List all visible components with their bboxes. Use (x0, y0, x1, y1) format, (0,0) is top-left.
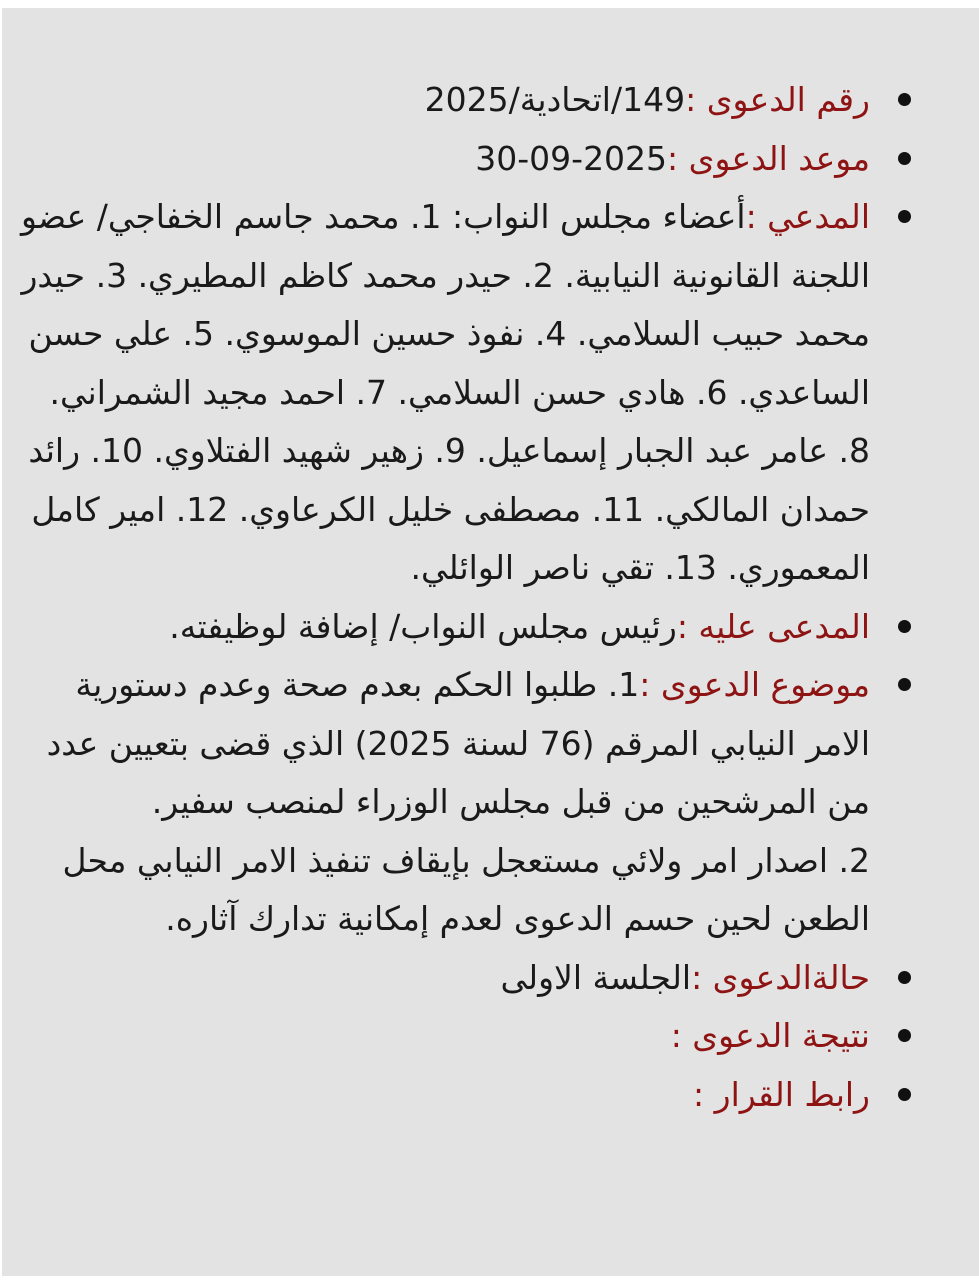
case-status-label: حالةالدعوى : (691, 957, 870, 997)
bullet-icon (898, 1088, 911, 1101)
case-number-value: 149/اتحادية/2025 (424, 80, 686, 119)
bullet-icon (898, 971, 911, 984)
bullet-icon (898, 620, 911, 633)
list-item-defendant (12, 598, 979, 657)
case-subject-label: موضوع الدعوى : (639, 665, 870, 704)
decision-link-label: رابط القرار : (693, 1074, 870, 1114)
list-item-case-subject (12, 656, 979, 949)
case-date-value: 2025-09-30 (475, 138, 668, 178)
case-number-label: رقم الدعوى : (685, 80, 870, 119)
bullet-icon (898, 678, 911, 691)
case-status-value: الجلسة الاولى (500, 957, 692, 997)
document-card (2, 8, 979, 1276)
bullet-icon (898, 93, 911, 106)
case-date-label: موعد الدعوى : (667, 138, 870, 178)
bullet-icon (898, 152, 911, 165)
bullet-icon (898, 1029, 911, 1042)
plaintiff-label: المدعي : (745, 197, 870, 236)
case-subject-value-2: 2. اصدار امر ولائي مستعجل بإيقاف تنفيذ الامر النيابي محل الطعن لحين حسم الدعوى لعدم إمكانية تدارك آثاره. (62, 840, 870, 938)
bullet-icon (898, 210, 911, 223)
list-item-case-result (12, 1007, 979, 1066)
list-item-case-date (12, 130, 979, 189)
list-item-plaintiff (12, 188, 979, 598)
list-item-case-number (12, 71, 979, 130)
list-item-case-status (12, 949, 979, 1008)
case-subject-value: 1. طلبوا الحكم بعدم صحة وعدم دستورية الامر النيابي المرقم (76 لسنة 2025) الذي قضى بتعيين عدد من المرشحين من قبل مجلس الوزراء لمنصب سفير. (46, 665, 870, 821)
list-item-decision-link (12, 1066, 979, 1125)
defendant-value: رئيس مجلس النواب/ إضافة لوظيفته. (169, 606, 677, 646)
case-details-list (12, 71, 979, 1124)
defendant-label: المدعى عليه : (676, 606, 870, 646)
case-result-label: نتيجة الدعوى : (670, 1016, 870, 1055)
plaintiff-value: أعضاء مجلس النواب: 1. محمد جاسم الخفاجي/ عضو اللجنة القانونية النيابية. 2. حيدر محمد كاظم المطيري. 3. حيدر محمد حبيب السلامي. 4. نفوذ حسين الموسوي. 5. علي حسن الساعدي. 6. هادي حسن السلامي. 7. احمد مجيد الشمراني. 8. عامر عبد الجبار إسماعيل. 9. زهير شهيد الفتلاوي. 10. رائد حمدان المالكي. 11. مصطفى خليل الكرعاوي. 12. امير كامل المعموري. 13. تقي ناصر الوائلي. (20, 197, 870, 587)
